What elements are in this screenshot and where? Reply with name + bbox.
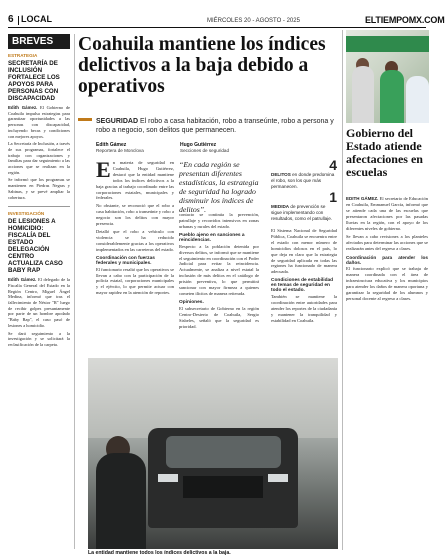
right-story-body — [346, 196, 428, 304]
lead-subhead: Pueblo ajeno en sanciones a reincidencias. — [179, 232, 245, 243]
person-shape — [380, 70, 404, 123]
pull-quote-text: “En cada región se presentan diferentes estadísticas, la estrategia de seguridad ha logrado disminuir los índices de delitos”. — [179, 160, 259, 214]
breve-item — [8, 53, 70, 200]
person-shape — [406, 76, 429, 123]
breve-body — [8, 105, 70, 200]
right-story-headline: Gobierno del Estado atiende afectaciones en escuelas — [346, 126, 423, 179]
breve-paragraph: El delegado de la Fiscalía General del Estado en la Región Centro, Miguel Ángel Medina, informó que tras el fallecimiento de Néstor "R" luego de recibir golpes presuntamente por parte de un hombre apodado "Baby Rap", el caso pasó de lesiones a homicidio. — [8, 277, 71, 328]
breve-paragraph: El Gobierno de Coahuila impulsa estrategias para garantizar oportunidades a las personas con discapacidad, incluyendo becas y condiciones con mejores apoyos. — [8, 105, 70, 139]
stat-label: DELITOS — [271, 172, 291, 177]
photo-caption: La entidad mantiene todos los índices delictivos a la baja. — [88, 550, 231, 556]
lead-subhead: Opiniones. — [179, 299, 204, 305]
byline-role: Secciones de seguridad — [180, 148, 230, 153]
right-story-paragraph: El funcionario explicó que se trabaja de manera coordinada con el área de infraestructura educativa y los municipios para atender los daños de manera oportuna y garantizar la seguridad de los alumnos y personal docente al regreso a clases. — [346, 266, 428, 301]
pull-quote — [179, 160, 259, 214]
breve-kicker: INVESTIGACIÓN — [8, 211, 45, 217]
lead-paragraph: contacto se continúa la prevención, patrullaje y recorridos intensivos en zonas urbanas y rurales del estado. — [179, 212, 259, 229]
lead-paragraph: También se mantiene la coordinación entre autoridades para atender los reportes de la ciudadanía y mantener la tranquilidad y estabilidad en Coahuila. — [271, 294, 337, 323]
lead-paragraph: El funcionario resaltó que los operativos se llevan a cabo con la participación de la policía estatal, corporaciones municipales y el ejército, lo que permite actuar con mayor rapidez en la atención de reportes. — [96, 266, 174, 296]
right-story-subhead: Coordinación para atender los daños. — [346, 255, 428, 265]
lead-column-2 — [179, 212, 259, 355]
issue-date: MIÉRCOLES 20 - AGOSTO - 2025 — [207, 18, 300, 24]
lead-paragraph: n materia de seguridad en Coahuila, Hugo Gutiérrez, destacó que la entidad mantiene todos los índices delictivos a la baja gracias al trabajo coordinado entre las corporaciones estatales, municipales y federales. — [96, 160, 174, 201]
breve-divider — [8, 206, 70, 207]
breve-item — [8, 211, 70, 347]
subtitle-text: El robo a casa habitación, robo a transeúnte, robo a persona y robo a negocio, son delitos que permanecen. — [96, 118, 334, 134]
byline-author — [96, 142, 176, 154]
lead-headline: Coahuila mantiene los índices delictivos a la baja debido a operativos — [78, 34, 326, 97]
column-divider — [74, 34, 75, 549]
subtitle-kicker: SEGURIDAD — [96, 118, 139, 125]
lead-subtitle — [96, 117, 338, 135]
lead-subhead: Condiciones de estabilidad en temas de seguridad en todo el estado. — [271, 278, 334, 294]
right-story-photo — [346, 30, 429, 123]
stat-text: de prevención se sigue implementando con resultados, como el patrullaje. — [271, 204, 333, 221]
drop-cap: E — [96, 157, 111, 182]
right-story-paragraph: Se llevan a cabo revisiones a los planteles afectados para determinar las acciones que se realizarán antes del regreso a clases. — [346, 234, 428, 251]
column-divider — [342, 30, 343, 550]
stat-number: 1 — [329, 189, 337, 205]
stat-number: 4 — [329, 157, 337, 173]
right-story-author: EDITH GÁMEZ. — [346, 196, 379, 201]
breve-paragraph: Se informó que los programas se mantienen en Piedras Negras y Sabinas, y se prevé ampliar la cobertura. — [8, 177, 70, 200]
lead-subhead: Coordinación con fuerzas federales y municipales. — [96, 255, 155, 266]
lead-paragraph: Respecto a la población detenida por diversos delitos, se informó que se mantiene el seguimiento en coordinación con el Poder Judicial para evitar la reincidencia. Actualmente, se analiza a nivel estatal la inclusión de más delitos en el catálogo de prisión preventiva, lo que permitirá sancionar con mayor firmeza a quienes cometen ilícitos de manera reiterada. — [179, 243, 259, 296]
breve-author: Edith Gámez. — [8, 105, 38, 110]
lead-column-1 — [96, 157, 174, 355]
lead-paragraph: El subsecretario de Gobierno en la región Centro-Desierto de Coahuila, Sergio Sisbeles, señaló que la seguridad es prioridad. — [179, 305, 259, 329]
lead-paragraph: El Sistema Nacional de Seguridad Pública, Coahuila se encuentra entre el estado con menor número de homicidios dolosos en el país, lo que deja en claro que la estrategia de seguridad aplicada en todas las regiones ha funcionado de manera adecuada. — [271, 228, 337, 275]
byline-name: Hugo Gutiérrez — [180, 142, 217, 148]
lead-column-3 — [271, 228, 337, 355]
page-header — [0, 0, 445, 30]
stat-label: MEDIDA — [271, 204, 290, 209]
banner-shape — [346, 36, 429, 52]
header-rule — [8, 27, 426, 28]
lead-photo — [88, 358, 338, 549]
header-separator — [18, 16, 19, 25]
stat-text: en donde predomina el robo, son los que más permanecen. — [271, 172, 335, 189]
right-story-paragraph: El secretario de Educación en Coahuila, Emmanuel García, informó que se atiende cada una de las escuelas que presentaron afectaciones por las pasadas lluvias en la región, con el apoyo de los diferentes niveles de gobierno. — [346, 196, 429, 231]
breves-column — [8, 34, 70, 350]
person-shape — [352, 66, 374, 123]
breve-title: SECRETARÍA DE INCLUSIÓN FORTALECE LOS APOYOS PARA PERSONAS CON DISCAPACIDAD — [8, 60, 60, 102]
byline-role: Reportera de Monclova — [96, 148, 144, 153]
person-shape — [96, 453, 146, 549]
section-label: LOCAL — [21, 14, 52, 24]
breve-paragraph: La Secretaría de Inclusión, a través de sus programas, fortalece el trabajo con organizaciones y familias para dar seguimiento a las acciones que se realizan en la región. — [8, 141, 70, 175]
stat-box — [271, 190, 337, 221]
breve-paragraph: Se dará seguimiento a la investigación y se solicitará la reclasificación de la carpeta. — [8, 330, 70, 347]
stat-box — [271, 158, 337, 189]
breve-kicker: ESTRATEGIA — [8, 53, 38, 58]
brand-logo: ELTIEMPOMX.COM — [365, 15, 445, 25]
subtitle-accent — [78, 118, 92, 121]
lead-paragraph: No obstante, se reconoció que el robo a casa habitación, robo a transeúnte y robo a negocio son los delitos con mayor presencia. — [96, 203, 174, 227]
byline-name: Edith Gámez — [96, 142, 127, 148]
lead-paragraph: Detalló que el robo a vehículo con violencia se ha reducido considerablemente gracias a los operativos implementados en las carreteras del estado. — [96, 228, 174, 252]
breves-heading: BREVES — [8, 34, 70, 49]
breve-body — [8, 277, 70, 347]
breve-title: DE LESIONES A HOMICIDIO: FISCALÍA DEL ESTADO DELEGACIÓN CENTRO ACTUALIZA CASO BABY RAP — [8, 218, 63, 275]
breve-author: Edith Gámez. — [8, 277, 37, 283]
page-number: 6 — [8, 14, 14, 25]
byline-source — [180, 142, 260, 154]
